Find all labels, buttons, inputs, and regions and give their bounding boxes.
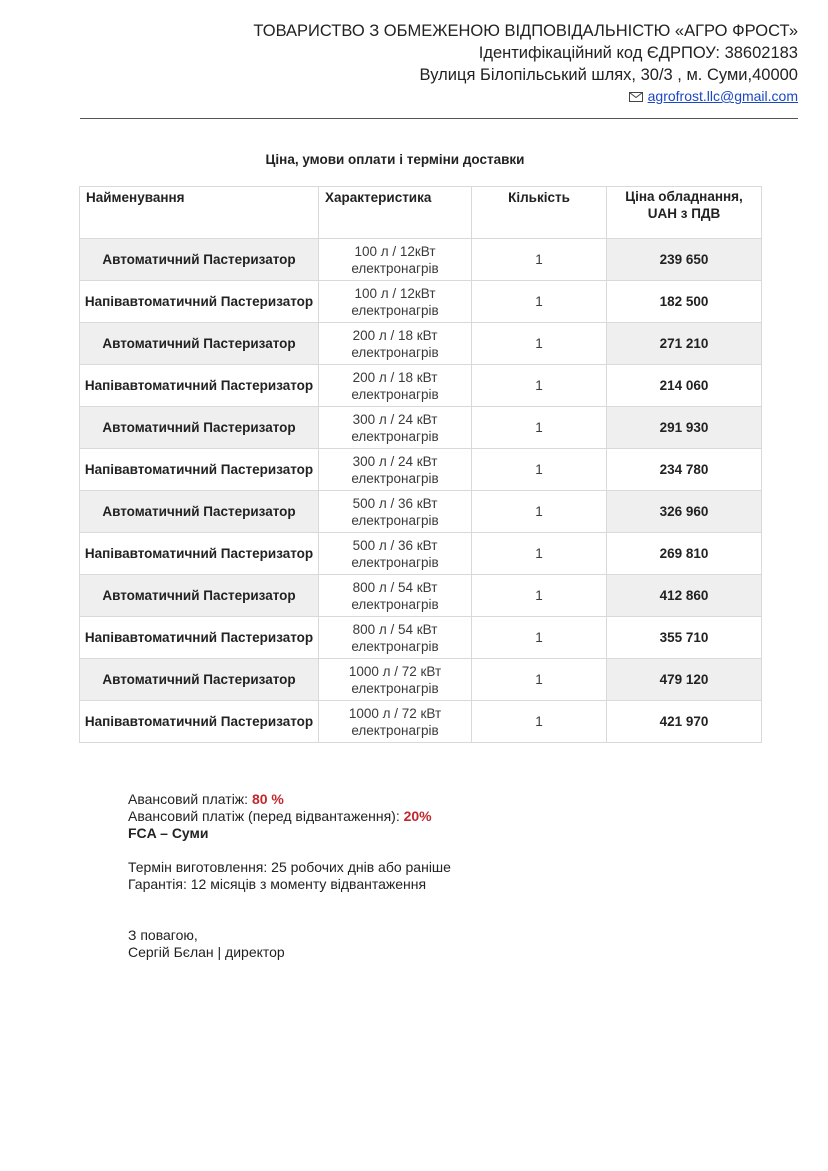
header-divider: [80, 118, 798, 119]
advance-payment-value: 80 %: [251, 791, 284, 807]
product-name: Напівавтоматичний Пастеризатор: [80, 701, 319, 743]
edrpou-code: Ідентифікаційний код ЄДРПОУ: 38602183: [478, 44, 798, 62]
table-row: [80, 323, 762, 365]
product-price: 234 780: [607, 449, 762, 491]
product-price: 355 710: [607, 617, 762, 659]
product-spec: 200 л / 18 кВт електронагрів: [319, 365, 472, 407]
product-name: Автоматичний Пастеризатор: [80, 239, 319, 281]
product-spec: 500 л / 36 кВт електронагрів: [319, 491, 472, 533]
advance-payment-line: [128, 791, 451, 808]
product-spec: 1000 л / 72 кВт електронагрів: [319, 701, 472, 743]
product-spec: 1000 л / 72 кВт електронагрів: [319, 659, 472, 701]
header-spec: Характеристика: [319, 187, 472, 239]
product-name: Напівавтоматичний Пастеризатор: [80, 449, 319, 491]
pre-shipment-line: [128, 808, 451, 825]
product-spec: 100 л / 12кВт електронагрів: [319, 239, 472, 281]
payment-terms: [128, 791, 451, 961]
product-qty: 1: [472, 533, 607, 575]
product-price: 479 120: [607, 659, 762, 701]
product-qty: 1: [472, 365, 607, 407]
product-name: Автоматичний Пастеризатор: [80, 575, 319, 617]
document-title: Ціна, умови оплати і терміни доставки: [265, 152, 525, 167]
product-qty: 1: [472, 575, 607, 617]
table-header-row: [80, 187, 762, 239]
table-row: [80, 239, 762, 281]
table-row: [80, 533, 762, 575]
closing-phrase: З повагою,: [128, 927, 198, 943]
company-name: ТОВАРИСТВО З ОБМЕЖЕНОЮ ВІДПОВІДАЛЬНІСТЮ «АГРО ФРОСТ»: [253, 22, 798, 40]
pre-shipment-label: Авансовий платіж (перед відвантаження):: [128, 808, 404, 824]
product-qty: 1: [472, 617, 607, 659]
product-spec: 500 л / 36 кВт електронагрів: [319, 533, 472, 575]
product-price: 326 960: [607, 491, 762, 533]
product-qty: 1: [472, 491, 607, 533]
product-qty: 1: [472, 239, 607, 281]
table-row: [80, 575, 762, 617]
table-row: [80, 491, 762, 533]
product-spec: 100 л / 12кВт електронагрів: [319, 281, 472, 323]
product-price: 291 930: [607, 407, 762, 449]
pre-shipment-value: 20%: [403, 808, 432, 824]
table-row: [80, 407, 762, 449]
company-address: Вулиця Білопільський шлях, 30/3 , м. Суми,40000: [419, 66, 798, 84]
table-row: [80, 659, 762, 701]
email-link[interactable]: agrofrost.llc@gmail.com: [647, 88, 798, 104]
product-price: 214 060: [607, 365, 762, 407]
advance-payment-label: Авансовий платіж:: [128, 791, 252, 807]
incoterms: FCA – Суми: [128, 825, 209, 841]
product-price: 271 210: [607, 323, 762, 365]
product-price: 239 650: [607, 239, 762, 281]
signature: Сергій Бєлан | директор: [128, 944, 285, 960]
header-price: Ціна обладнання, UAH з ПДВ: [607, 187, 762, 239]
product-price: 182 500: [607, 281, 762, 323]
product-qty: 1: [472, 281, 607, 323]
company-header: [253, 20, 798, 106]
product-spec: 300 л / 24 кВт електронагрів: [319, 449, 472, 491]
table-row: [80, 281, 762, 323]
product-qty: 1: [472, 659, 607, 701]
product-name: Автоматичний Пастеризатор: [80, 659, 319, 701]
product-qty: 1: [472, 323, 607, 365]
product-name: Автоматичний Пастеризатор: [80, 407, 319, 449]
header-qty: Кількість: [472, 187, 607, 239]
product-spec: 300 л / 24 кВт електронагрів: [319, 407, 472, 449]
email-line: [253, 86, 798, 106]
table-row: [80, 617, 762, 659]
product-spec: 800 л / 54 кВт електронагрів: [319, 575, 472, 617]
product-name: Автоматичний Пастеризатор: [80, 491, 319, 533]
production-time: Термін виготовлення: 25 робочих днів або раніше: [128, 859, 451, 875]
product-name: Напівавтоматичний Пастеризатор: [80, 617, 319, 659]
table-row: [80, 365, 762, 407]
table-row: [80, 701, 762, 743]
product-qty: 1: [472, 701, 607, 743]
product-qty: 1: [472, 449, 607, 491]
product-price: 412 860: [607, 575, 762, 617]
price-table: [79, 186, 762, 743]
product-name: Напівавтоматичний Пастеризатор: [80, 365, 319, 407]
product-name: Автоматичний Пастеризатор: [80, 323, 319, 365]
product-spec: 200 л / 18 кВт електронагрів: [319, 323, 472, 365]
product-spec: 800 л / 54 кВт електронагрів: [319, 617, 472, 659]
table-row: [80, 449, 762, 491]
warranty: Гарантія: 12 місяців з моменту відвантаження: [128, 876, 427, 892]
header-name: Найменування: [80, 187, 319, 239]
product-name: Напівавтоматичний Пастеризатор: [80, 533, 319, 575]
envelope-icon: [629, 87, 643, 97]
product-qty: 1: [472, 407, 607, 449]
product-name: Напівавтоматичний Пастеризатор: [80, 281, 319, 323]
product-price: 269 810: [607, 533, 762, 575]
product-price: 421 970: [607, 701, 762, 743]
